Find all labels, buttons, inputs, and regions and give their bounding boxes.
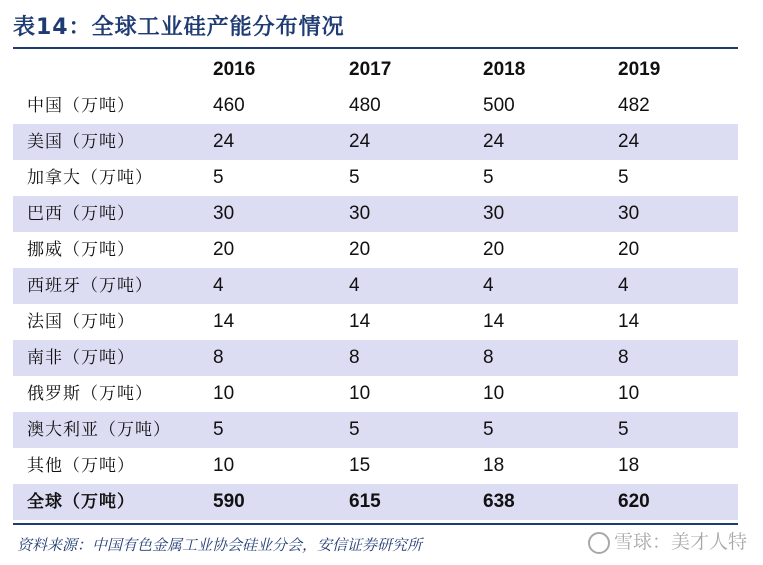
table-cell: 4	[618, 275, 629, 296]
watermark	[588, 527, 747, 554]
table-cell: 14	[213, 311, 235, 332]
table-cell: 10	[618, 383, 640, 404]
table-cell: 24	[618, 131, 640, 152]
table-cell: 5	[213, 419, 224, 440]
table-cell: 14	[618, 311, 640, 332]
capacity-table	[13, 52, 738, 520]
table-cell: 14	[349, 311, 371, 332]
watermark-text: 雪球：美才人特	[614, 531, 748, 553]
row-label: 中国（万吨）	[27, 96, 135, 116]
table-cell: 5	[483, 419, 494, 440]
table-cell: 5	[618, 167, 629, 188]
table-cell: 14	[483, 311, 505, 332]
table-row	[13, 196, 738, 232]
table-cell: 480	[349, 95, 381, 116]
table-cell: 10	[213, 455, 235, 476]
table-body	[13, 88, 738, 520]
table-row	[13, 448, 738, 484]
table-cell: 20	[213, 239, 235, 260]
top-rule	[13, 47, 738, 49]
table-cell: 5	[483, 167, 494, 188]
row-label: 巴西（万吨）	[27, 204, 135, 224]
table-row	[13, 268, 738, 304]
table-cell: 5	[349, 167, 360, 188]
table-cell: 30	[483, 203, 505, 224]
table-title: 表14：全球工业硅产能分布情况	[13, 15, 345, 40]
table-cell: 10	[483, 383, 505, 404]
table-cell: 500	[483, 95, 515, 116]
table-row	[13, 124, 738, 160]
row-label: 俄罗斯（万吨）	[27, 384, 153, 404]
row-label: 挪威（万吨）	[27, 240, 135, 260]
table-cell: 4	[349, 275, 360, 296]
table-cell: 18	[483, 455, 505, 476]
table-cell: 4	[483, 275, 494, 296]
table-cell: 20	[618, 239, 640, 260]
column-header: 2018	[483, 59, 526, 80]
source-note: 资料来源：中国有色金属工业协会硅业分会，安信证券研究所	[17, 536, 423, 554]
column-header: 2017	[349, 59, 392, 80]
table-cell: 20	[349, 239, 371, 260]
table-cell: 30	[213, 203, 235, 224]
table-cell: 10	[213, 383, 235, 404]
table-cell: 30	[349, 203, 371, 224]
table-header-row	[13, 52, 738, 88]
row-label: 法国（万吨）	[27, 312, 135, 332]
table-cell: 24	[349, 131, 371, 152]
table-cell: 15	[349, 455, 371, 476]
row-label: 南非（万吨）	[27, 348, 135, 368]
table-cell: 8	[618, 347, 629, 368]
table-cell: 8	[213, 347, 224, 368]
table-cell: 8	[349, 347, 360, 368]
table-cell: 5	[618, 419, 629, 440]
table-cell: 620	[618, 491, 650, 512]
table-cell: 20	[483, 239, 505, 260]
row-label: 西班牙（万吨）	[27, 276, 153, 296]
table-cell: 30	[618, 203, 640, 224]
column-header: 2019	[618, 59, 661, 80]
table-cell: 10	[349, 383, 371, 404]
table-cell: 18	[618, 455, 640, 476]
row-label: 加拿大（万吨）	[27, 168, 153, 188]
table-row	[13, 304, 738, 340]
table-row	[13, 88, 738, 124]
table-cell: 5	[349, 419, 360, 440]
table-cell: 460	[213, 95, 245, 116]
table-cell: 8	[483, 347, 494, 368]
table-row	[13, 232, 738, 268]
table-cell: 638	[483, 491, 515, 512]
row-label: 全球（万吨）	[27, 492, 135, 512]
bottom-rule	[13, 523, 738, 525]
table-cell: 24	[483, 131, 505, 152]
table-row	[13, 412, 738, 448]
table-cell: 4	[213, 275, 224, 296]
chat-bubble-icon	[588, 532, 610, 554]
table-cell: 615	[349, 491, 381, 512]
table-cell: 24	[213, 131, 235, 152]
row-label: 澳大利亚（万吨）	[27, 420, 171, 440]
row-label: 其他（万吨）	[27, 456, 135, 476]
table-cell: 5	[213, 167, 224, 188]
row-label: 美国（万吨）	[27, 132, 135, 152]
table-cell: 590	[213, 491, 245, 512]
column-header: 2016	[213, 59, 256, 80]
table-cell: 482	[618, 95, 650, 116]
table-row	[13, 376, 738, 412]
table-total-row	[13, 484, 738, 520]
table-row	[13, 340, 738, 376]
table-row	[13, 160, 738, 196]
